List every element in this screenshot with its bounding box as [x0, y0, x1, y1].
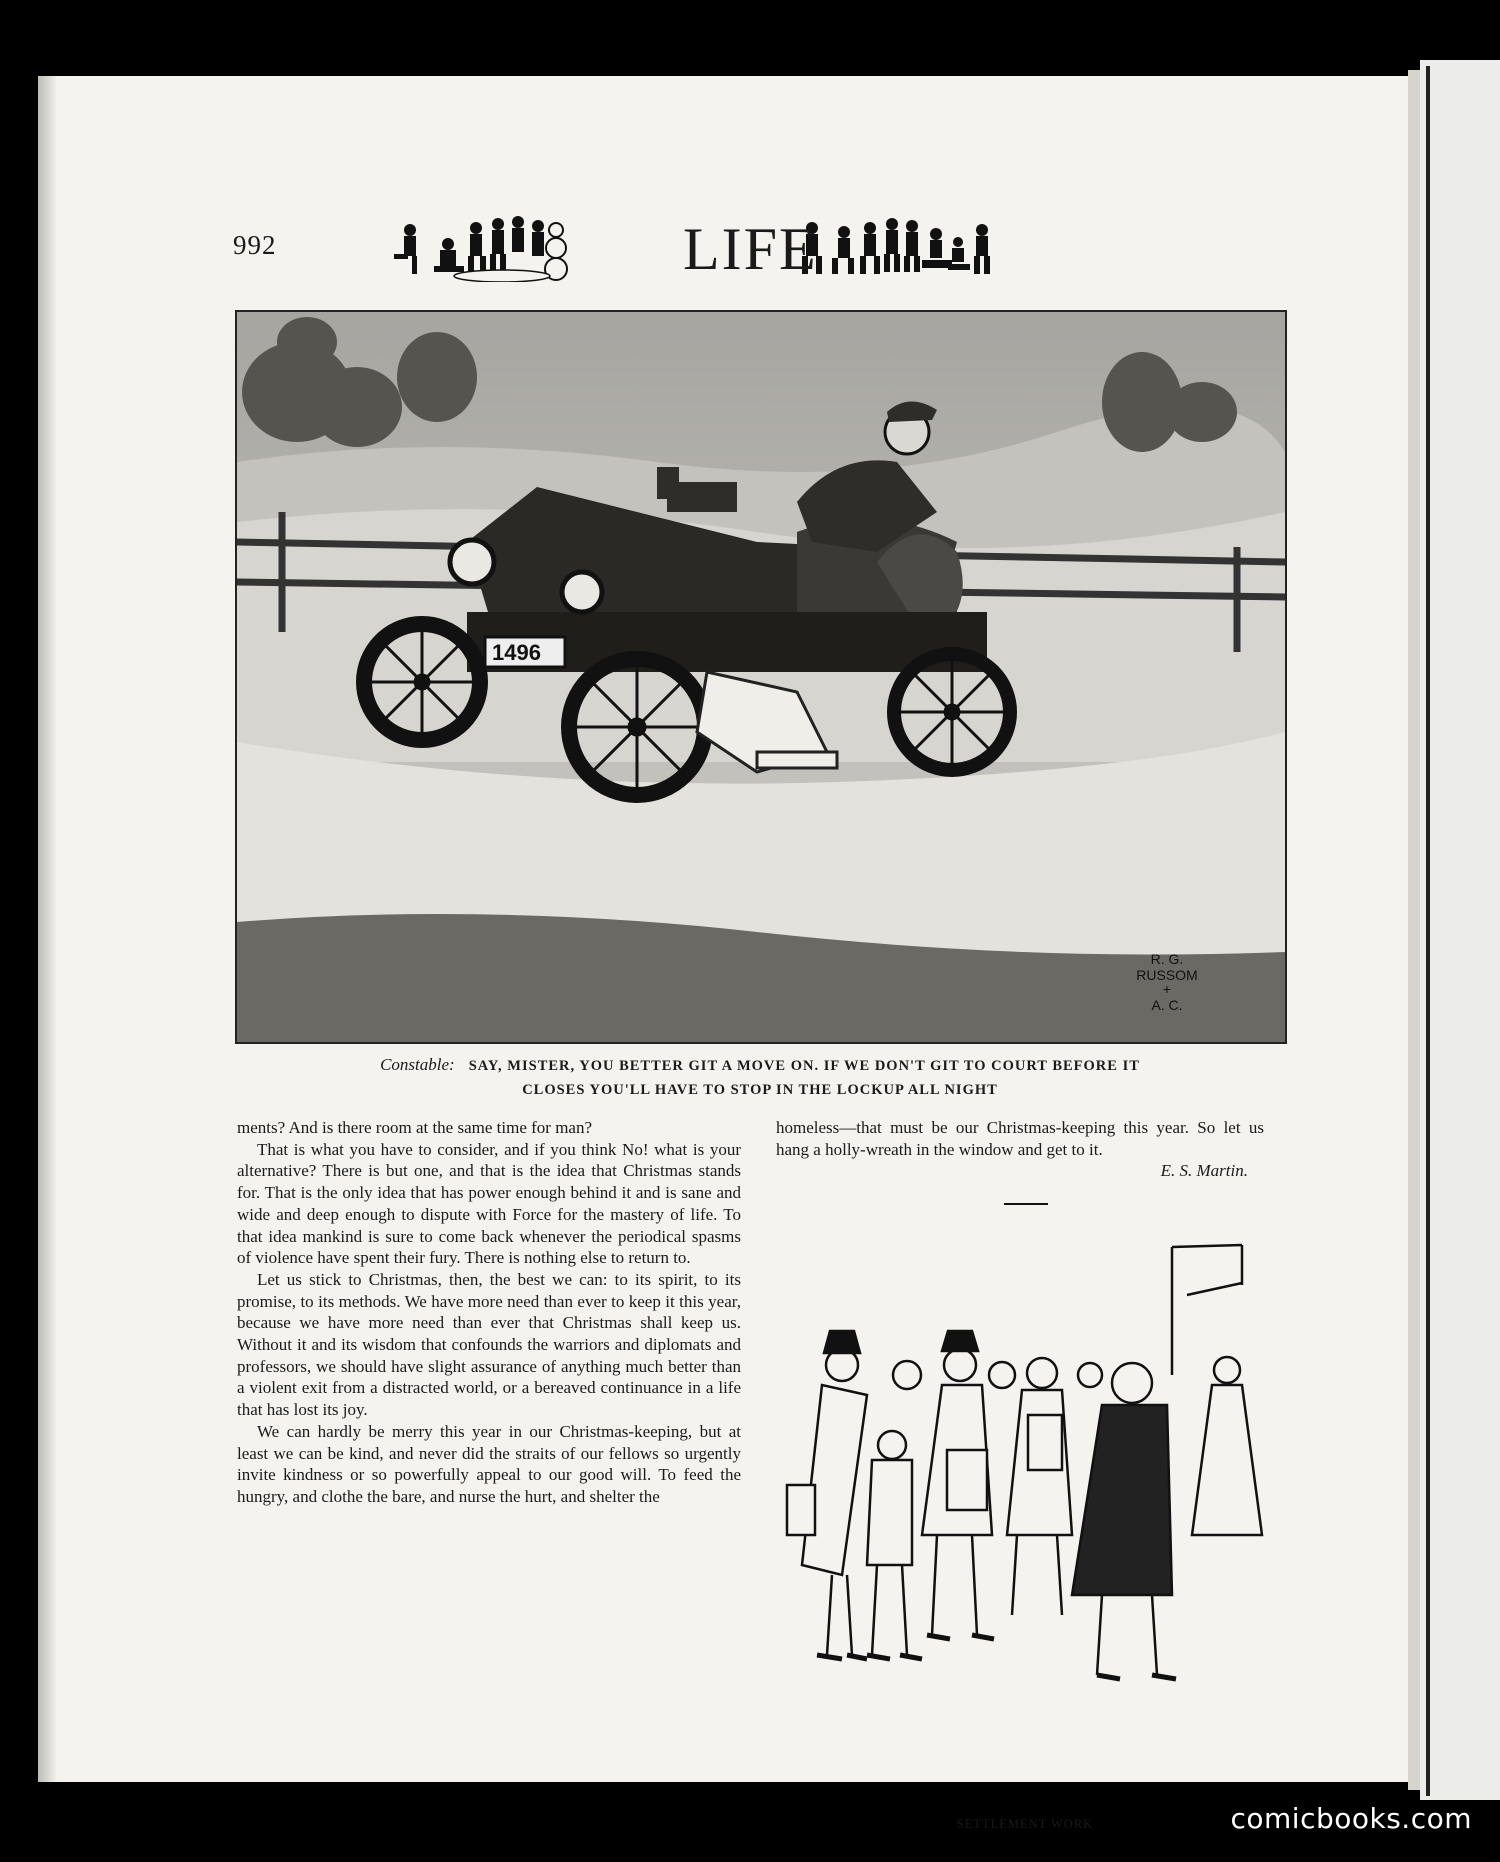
- masthead-title: LIFE: [683, 216, 818, 282]
- binding-line: [1426, 66, 1430, 1796]
- settlement-work-cartoon: [772, 1235, 1282, 1795]
- artist-signature-line2: RUSSOM: [1136, 967, 1198, 983]
- article-paragraph: We can hardly be merry this year in our Christmas-keeping, but at least we can be kind, and never did the straits of our fellows so urgently invite kindness or so powerfully appeal to our good will. To feed the hungry, and clothe the bare, and nurse the hurt, and shelter the: [237, 1421, 741, 1506]
- constable-car-illustration: [235, 310, 1287, 1044]
- author-signature: E. S. Martin.: [1160, 1161, 1248, 1181]
- caption-speaker: Constable:: [380, 1055, 455, 1074]
- adjacent-page-edge: [1420, 60, 1500, 1800]
- article-paragraph: Let us stick to Christmas, then, the best we can: to its spirit, to its promise, to its methods. We have more need than ever to keep it this year, because we have more need than ever that Christmas shall keep us. Without it and its wisdom that confounds the warriors and diplomats and professors, we should have slight assurance of anything much better than a violent exit from a distracted world, or a bereaved continuance in a life that has lost its joy.: [237, 1269, 741, 1420]
- page-number: 992: [233, 230, 277, 260]
- site-watermark: comicbooks.com: [1230, 1802, 1472, 1835]
- caption-line-1: SAY, MISTER, YOU BETTER GIT A MOVE ON. IF WE DON'T GIT TO COURT BEFORE IT: [468, 1058, 1140, 1074]
- cartoon-caption: SETTLEMENT WORK: [956, 1817, 1094, 1831]
- artist-signature-line3: +: [1162, 981, 1172, 997]
- artist-signature-line1: R. G.: [1150, 951, 1184, 967]
- illustration-caption: [300, 1053, 1220, 1102]
- article-right-column: [776, 1117, 1264, 1182]
- illustration-drawing: [237, 312, 1285, 1042]
- article-left-column: [237, 1117, 741, 1508]
- page-spine-shadow: [38, 76, 56, 1782]
- section-divider: [1004, 1203, 1048, 1205]
- caption-line-2: CLOSES YOU'LL HAVE TO STOP IN THE LOCKUP ALL NIGHT: [522, 1082, 998, 1098]
- artist-signature-line4: A. C.: [1151, 997, 1183, 1013]
- article-paragraph: ments? And is there room at the same time for man?: [237, 1118, 593, 1137]
- article-paragraph: homeless—that must be our Christmas-keeping this year. So let us hang a holly-wreath in the window and get to it.: [776, 1118, 1264, 1159]
- page-fold: [1408, 70, 1420, 1790]
- license-plate: 1496: [492, 640, 541, 665]
- article-paragraph: That is what you have to consider, and if you think No! what is your alternative? There is but one, and that is the idea that Christmas stands for. That is the only idea that has power enough behind it and is sane and wide and deep enough to dispute with Force for the mastery of life. To that idea mankind is sure to come back whenever the periodical spasms of violence have spent their fury. There is nothing else to return to.: [237, 1139, 741, 1268]
